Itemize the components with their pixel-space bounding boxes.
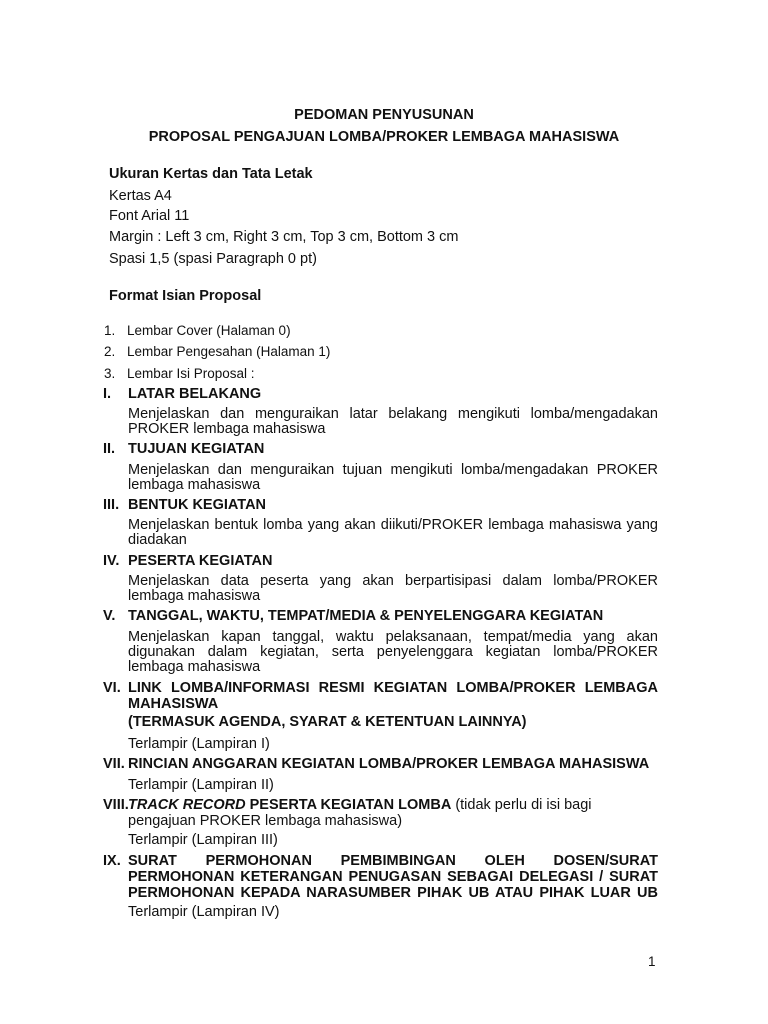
paper-line: Kertas A4: [109, 188, 172, 204]
section-description: Menjelaskan dan menguraikan latar belakang mengikuti lomba/mengadakan PROKER lembaga mahasiswa: [128, 406, 658, 437]
section-number: IV.: [103, 553, 120, 569]
numbered-item: [104, 366, 255, 381]
section-description: Menjelaskan data peserta yang akan berpartisipasi dalam lomba/PROKER lembaga mahasiswa: [128, 573, 658, 604]
section-description: Terlampir (Lampiran IV): [128, 904, 280, 920]
section-number: III.: [103, 497, 120, 513]
section-number: VII.: [103, 756, 125, 772]
item-number: 1.: [104, 323, 116, 338]
section-number: VI.: [103, 680, 121, 696]
item-number: 2.: [104, 344, 116, 359]
section-heading: LINK LOMBA/INFORMASI RESMI KEGIATAN LOMBA/PROKER LEMBAGA MAHASISWA: [128, 680, 658, 712]
track-record-italic: TRACK RECORD: [128, 797, 246, 813]
section-description: Menjelaskan kapan tanggal, waktu pelaksanaan, tempat/media yang akan digunakan dalam kegiatan, serta penyelenggara kegiatan lomba/PROKER lembaga mahasiswa: [128, 629, 658, 675]
section-heading: PESERTA KEGIATAN: [128, 553, 273, 569]
section-heading-note: (tidak perlu di isi bagi pengajuan PROKER lembaga mahasiswa): [128, 797, 592, 829]
section-heading: BENTUK KEGIATAN: [128, 497, 267, 513]
format-section-heading: Format Isian Proposal: [109, 288, 262, 304]
section-number: V.: [103, 608, 116, 624]
section-subheading: (TERMASUK AGENDA, SYARAT & KETENTUAN LAINNYA): [128, 714, 527, 730]
item-text: Lembar Cover (Halaman 0): [127, 323, 291, 338]
section-heading: TANGGAL, WAKTU, TEMPAT/MEDIA & PENYELENGGARA KEGIATAN: [128, 608, 604, 624]
item-text: Lembar Isi Proposal :: [127, 366, 255, 381]
paper-line: Margin : Left 3 cm, Right 3 cm, Top 3 cm, Bottom 3 cm: [109, 229, 459, 245]
section-heading: [128, 797, 658, 829]
paper-line: Font Arial 11: [109, 208, 190, 224]
section-description: Menjelaskan dan menguraikan tujuan mengikuti lomba/mengadakan PROKER lembaga mahasiswa: [128, 462, 658, 493]
section-description: Terlampir (Lampiran II): [128, 777, 274, 793]
paper-section-heading: Ukuran Kertas dan Tata Letak: [109, 166, 313, 182]
page-number: 1: [648, 954, 656, 969]
paper-line: Spasi 1,5 (spasi Paragraph 0 pt): [109, 251, 317, 267]
section-heading-text: PESERTA KEGIATAN LOMBA: [245, 797, 452, 813]
section-number: VIII.: [103, 797, 129, 813]
document-subtitle: PROPOSAL PENGAJUAN LOMBA/PROKER LEMBAGA MAHASISWA: [148, 129, 620, 145]
section-description: Terlampir (Lampiran III): [128, 832, 278, 848]
document-title: PEDOMAN PENYUSUNAN: [294, 107, 474, 123]
section-heading: RINCIAN ANGGARAN KEGIATAN LOMBA/PROKER LEMBAGA MAHASISWA: [128, 756, 650, 772]
numbered-item: [104, 323, 291, 338]
section-number: IX.: [103, 853, 121, 869]
section-number: I.: [103, 386, 112, 402]
section-heading: TUJUAN KEGIATAN: [128, 441, 265, 457]
section-description: Menjelaskan bentuk lomba yang akan diikuti/PROKER lembaga mahasiswa yang diadakan: [128, 517, 658, 548]
section-heading: LATAR BELAKANG: [128, 386, 262, 402]
numbered-item: [104, 344, 330, 359]
section-number: II.: [103, 441, 116, 457]
item-number: 3.: [104, 366, 116, 381]
section-heading: SURAT PERMOHONAN PEMBIMBINGAN OLEH DOSEN/SURAT PERMOHONAN KETERANGAN PENUGASAN SEBAGAI DELEGASI / SURAT PERMOHONAN KEPADA NARASUMBER PIHAK UB ATAU PIHAK LUAR UB: [128, 853, 658, 901]
section-description: Terlampir (Lampiran I): [128, 736, 270, 752]
item-text: Lembar Pengesahan (Halaman 1): [127, 344, 331, 359]
